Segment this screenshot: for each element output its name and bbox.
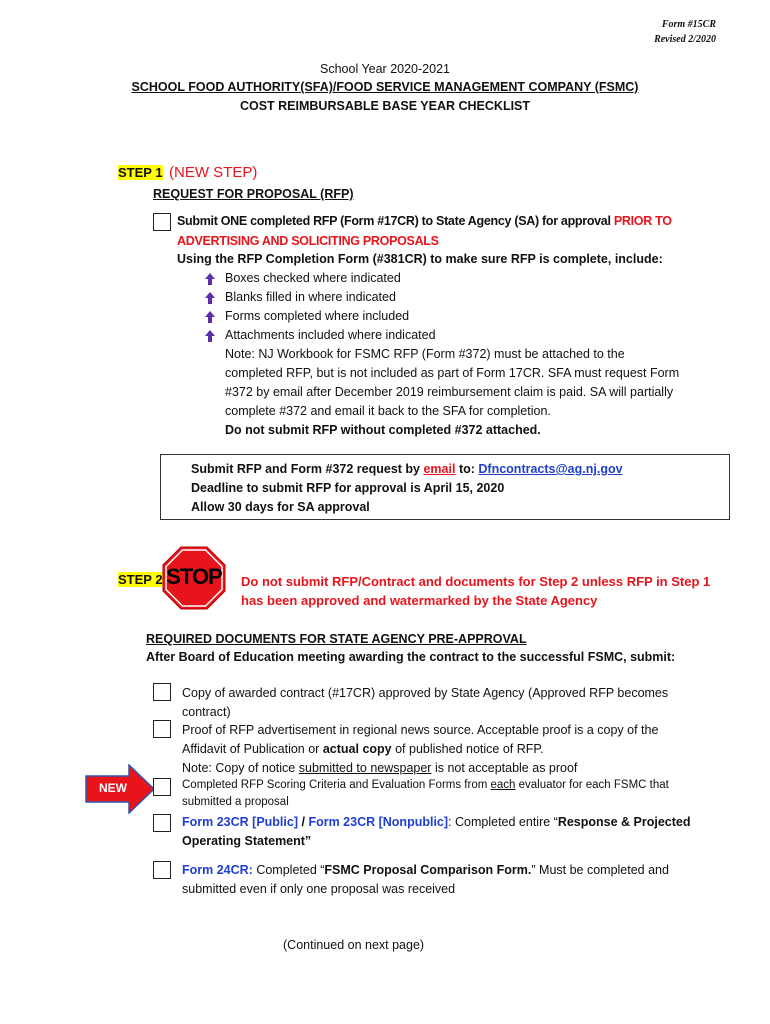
to-text: to: <box>458 462 475 476</box>
scoring-text-end: evaluator for each FSMC that <box>518 779 669 791</box>
list-item <box>203 307 436 326</box>
bullet-text: Attachments included where indicated <box>225 328 436 342</box>
each-text: each <box>490 779 516 791</box>
form23-item <box>182 813 732 851</box>
advertisement-item <box>182 721 732 778</box>
document-subtitle: COST REIMBURSABLE BASE YEAR CHECKLIST <box>239 99 531 113</box>
new-badge-text: NEW <box>99 781 127 795</box>
scoring-checkbox[interactable] <box>153 778 171 796</box>
note-line: complete #372 and email it back to the SFA for completion. <box>225 404 551 418</box>
advertisement-line-2 <box>182 740 732 759</box>
step1-using-line: Using the RFP Completion Form (#381CR) to make sure RFP is complete, include: <box>177 252 663 266</box>
stop-sign-text: STOP <box>166 564 222 589</box>
arrow-bullet-icon <box>203 329 217 343</box>
scoring-text: Completed RFP Scoring Criteria and Evaluation Forms from <box>182 779 488 791</box>
step1-item-text: Submit ONE completed RFP (Form #17CR) to State Agency (SA) for approval <box>177 214 611 228</box>
contract-item-line-1: Copy of awarded contract (#17CR) approved by State Agency (Approved RFP becomes <box>182 686 669 700</box>
bullet-text: Blanks filled in where indicated <box>225 290 396 304</box>
email-link[interactable]: email <box>423 462 456 476</box>
form23-nonpublic-link[interactable]: Form 23CR [Nonpublic] <box>308 815 449 829</box>
form-number: Form #15CR <box>661 19 716 30</box>
arrow-bullet-icon <box>203 310 217 324</box>
advertisement-text-end: of published notice of RFP. <box>395 742 544 756</box>
step1-item-red-1: PRIOR TO <box>613 214 672 228</box>
school-year: School Year 2020-2021 <box>320 62 450 76</box>
newspaper-text: submitted to newspaper <box>298 761 432 775</box>
scoring-line-1 <box>182 777 732 794</box>
note-text-end: is not acceptable as proof <box>434 761 578 775</box>
step1-note <box>225 345 745 440</box>
form24-checkbox[interactable] <box>153 861 171 879</box>
advertisement-text: Affidavit of Publication or <box>182 742 320 756</box>
note-text: Note: Copy of notice <box>182 761 296 775</box>
form23-checkbox[interactable] <box>153 814 171 832</box>
submission-line-1 <box>191 460 623 479</box>
step1-item <box>177 212 717 231</box>
contract-item-line-2: contract) <box>182 705 231 719</box>
list-item <box>203 288 436 307</box>
submission-deadline: Deadline to submit RFP for approval is April 15, 2020 <box>191 481 505 495</box>
submission-allow: Allow 30 days for SA approval <box>191 500 370 514</box>
email-address-link[interactable]: Dfncontracts@ag.nj.gov <box>478 462 623 476</box>
required-docs-sub: After Board of Education meeting awarding the contract to the successful FSMC, submit: <box>146 650 676 664</box>
step1-new-step: (NEW STEP) <box>169 164 258 181</box>
note-line: #372 by email after December 2019 reimbursement claim is paid. SA will partially <box>225 385 674 399</box>
note-bold: Do not submit RFP without completed #372 attached. <box>225 423 541 437</box>
arrow-bullet-icon <box>203 291 217 305</box>
form23-line-2: Operating Statement” <box>182 834 312 848</box>
scoring-item <box>182 777 732 811</box>
contract-checkbox[interactable] <box>153 683 171 701</box>
continued-note: (Continued on next page) <box>283 938 425 952</box>
form24-line-1 <box>182 861 732 880</box>
bullet-text: Forms completed where included <box>225 309 410 323</box>
scoring-line-2: submitted a proposal <box>182 796 289 808</box>
step1-header <box>118 164 257 182</box>
revised-date: Revised 2/2020 <box>654 34 716 45</box>
form24-line-2: submitted even if only one proposal was received <box>182 882 456 896</box>
new-badge-arrow <box>85 764 155 814</box>
form24-text: Completed “ <box>256 863 325 877</box>
form24-item <box>182 861 732 899</box>
stop-sign-icon <box>162 546 226 610</box>
step1-label: STEP 1 <box>118 165 163 180</box>
form24-bold-text: FSMC Proposal Comparison Form. <box>324 863 532 877</box>
list-item <box>203 269 436 288</box>
step1-checkbox[interactable] <box>153 213 171 231</box>
submission-box <box>160 454 730 520</box>
contract-item <box>182 684 722 722</box>
form23-line-1 <box>182 813 732 832</box>
form24-link[interactable]: Form 24CR: <box>182 863 253 877</box>
form24-text-end: ” Must be completed and <box>531 863 669 877</box>
required-docs-heading: REQUIRED DOCUMENTS FOR STATE AGENCY PRE-APPROVAL <box>146 632 527 646</box>
advertisement-checkbox[interactable] <box>153 720 171 738</box>
step1-item-red-2: ADVERTISING AND SOLICITING PROPOSALS <box>177 234 439 248</box>
advertisement-line-1: Proof of RFP advertisement in regional news source. Acceptable proof is a copy of the <box>182 723 659 737</box>
step2-warning-1: Do not submit RFP/Contract and documents for Step 2 unless RFP in Step 1 <box>241 574 711 589</box>
actual-copy-text: actual copy <box>322 742 392 756</box>
list-item <box>203 326 436 345</box>
form23-text: : Completed entire “ <box>448 815 558 829</box>
advertisement-line-3 <box>182 759 732 778</box>
step1-heading: REQUEST FOR PROPOSAL (RFP) <box>153 187 354 201</box>
form23-public-link[interactable]: Form 23CR [Public] <box>182 815 298 829</box>
step1-bullet-list <box>203 269 436 345</box>
slash-text: / <box>301 815 305 829</box>
bullet-text: Boxes checked where indicated <box>225 271 401 285</box>
note-line: completed RFP, but is not included as part of Form 17CR. SFA must request Form <box>225 366 680 380</box>
note-line: Note: NJ Workbook for FSMC RFP (Form #372) must be attached to the <box>225 347 625 361</box>
step2-warning-2: has been approved and watermarked by the State Agency <box>241 593 598 608</box>
form23-bold-text: Response & Projected <box>557 815 691 829</box>
submit-text: Submit RFP and Form #372 request by <box>191 462 420 476</box>
arrow-bullet-icon <box>203 272 217 286</box>
document-title: SCHOOL FOOD AUTHORITY(SFA)/FOOD SERVICE MANAGEMENT COMPANY (FSMC) <box>131 80 639 94</box>
step2-label: STEP 2 <box>118 572 163 587</box>
